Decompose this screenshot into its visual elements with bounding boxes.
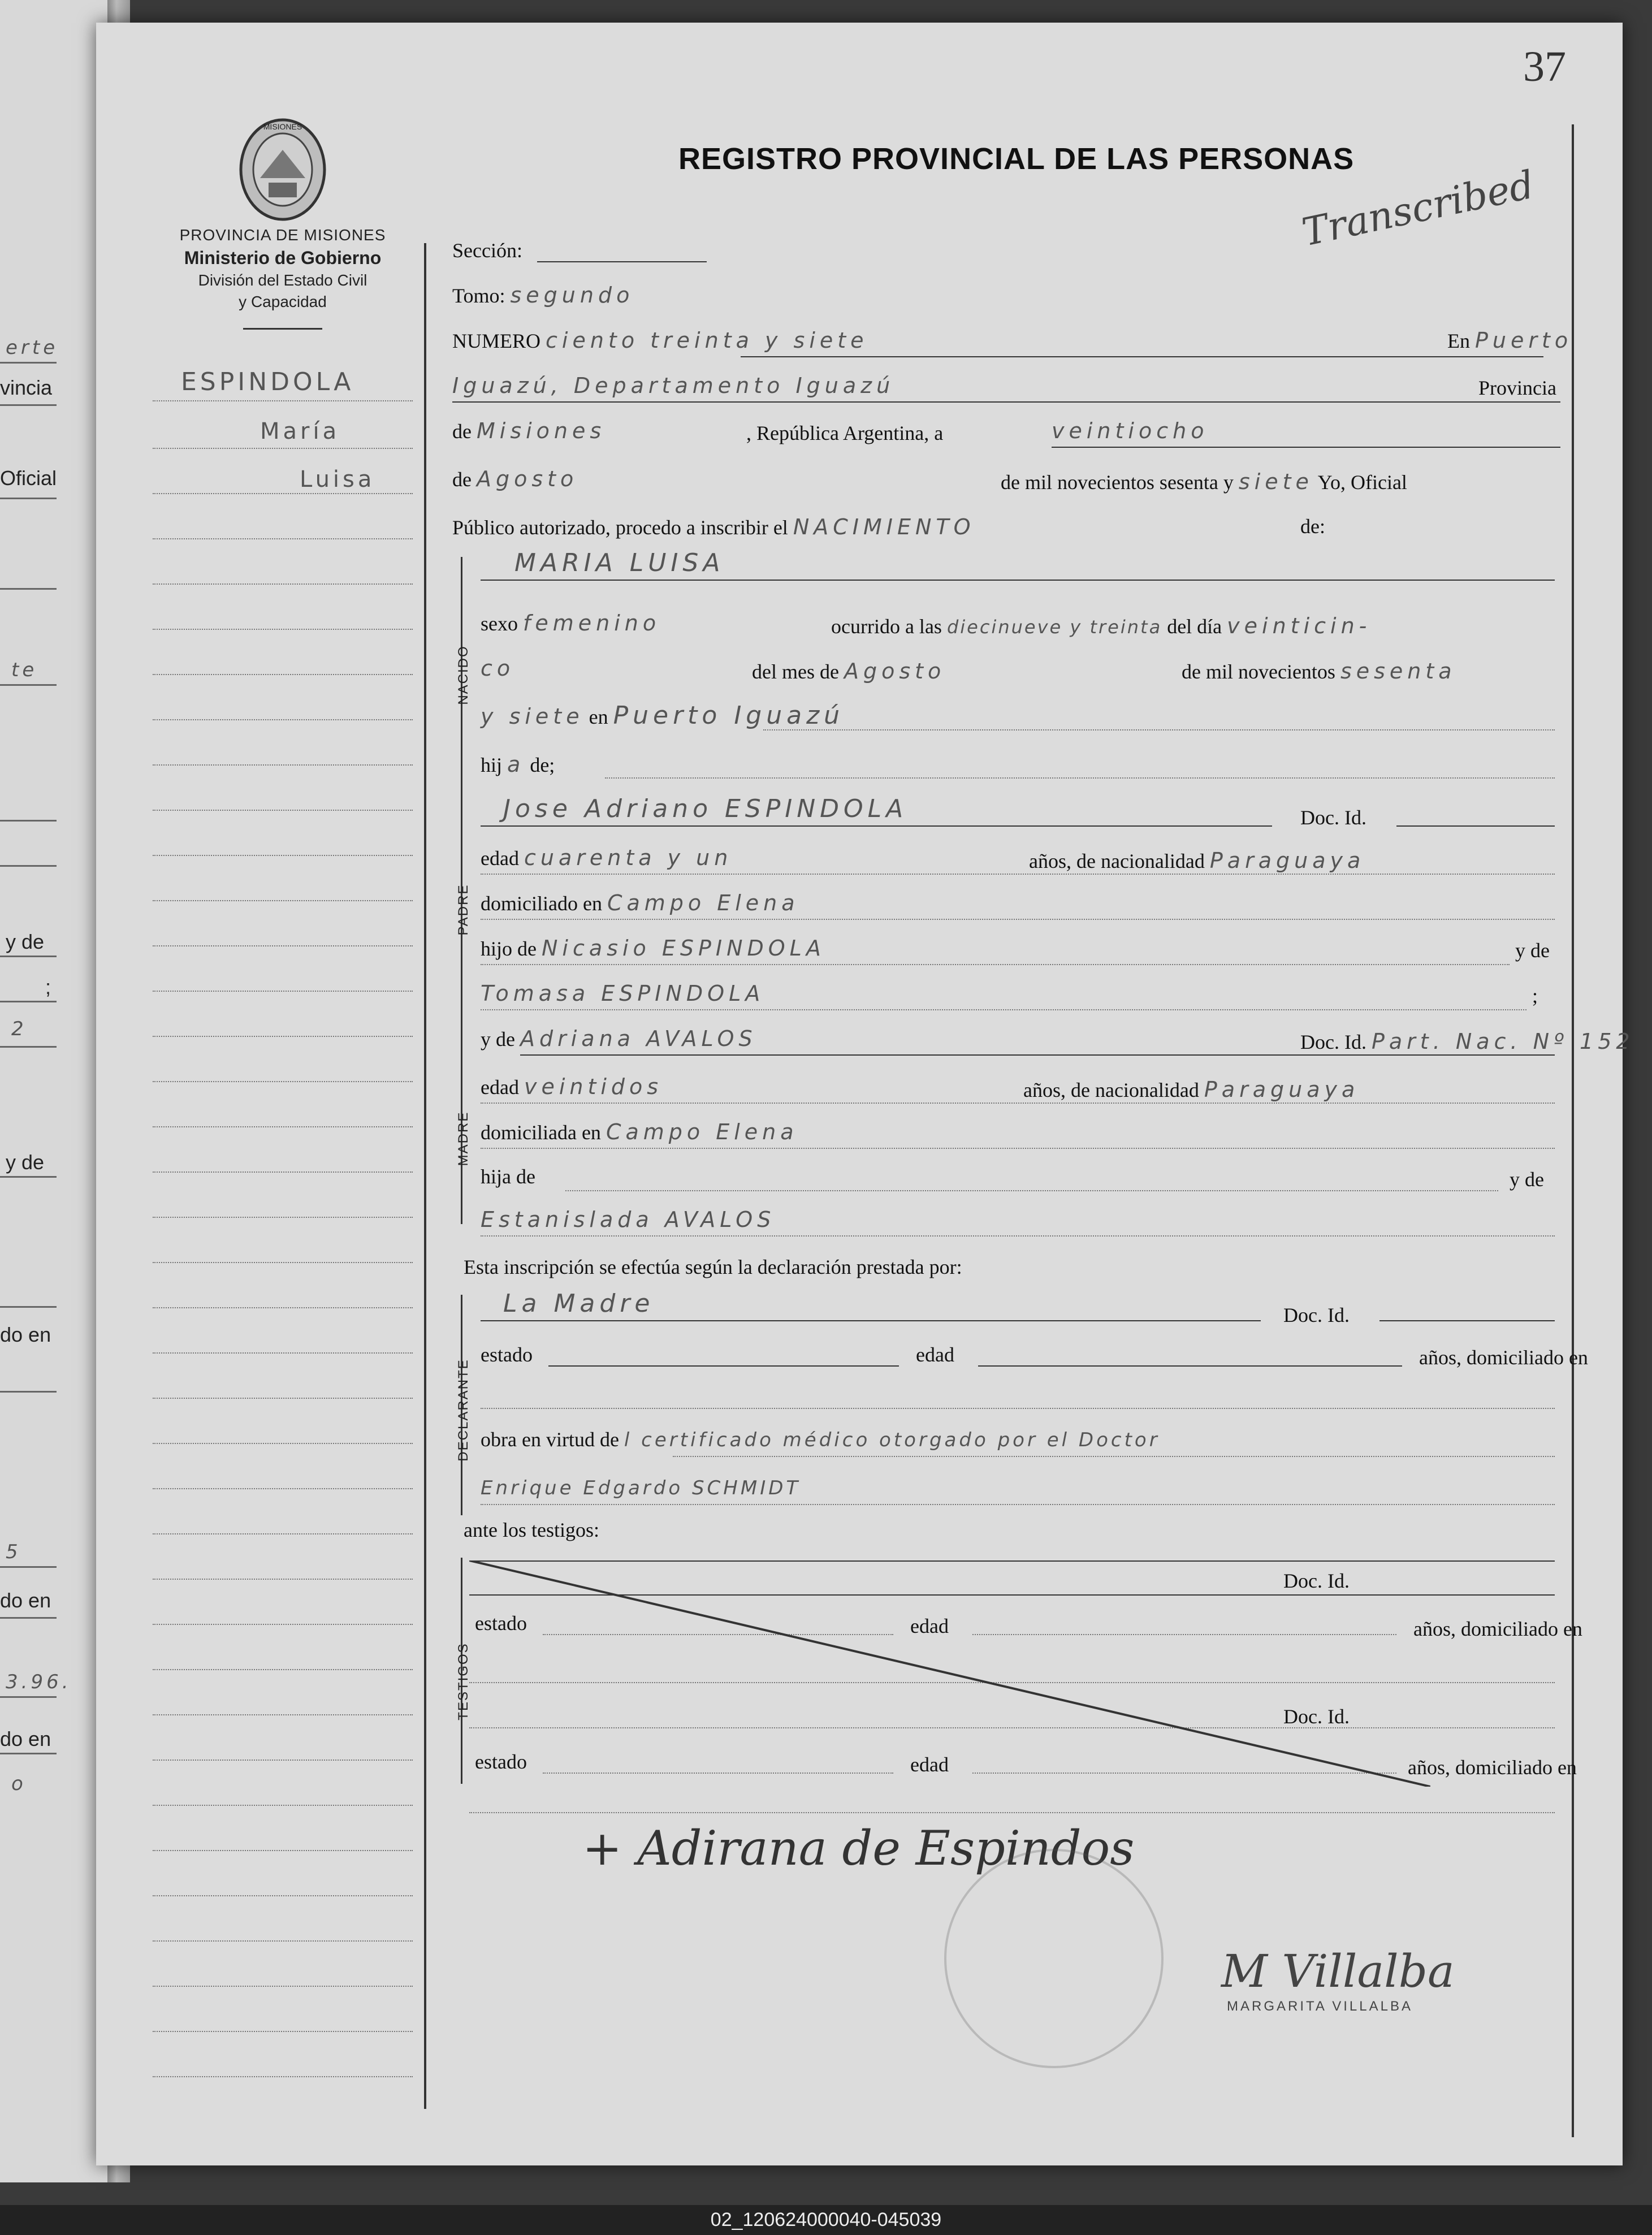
en-label: En — [1447, 330, 1470, 352]
sexo-row: sexo femenino — [481, 611, 661, 636]
testigo2-doc-label: Doc. Id. — [1283, 1705, 1350, 1728]
page-border-right — [1572, 124, 1574, 2137]
nacido-label: NACIDO — [456, 645, 471, 705]
republica-label: , República Argentina, a — [746, 422, 944, 444]
margin-name-1: María — [260, 418, 340, 444]
madre-domicilio-row: domiciliada en Campo Elena — [481, 1119, 798, 1144]
page-number: 37 — [1523, 43, 1566, 90]
declarante-doc-label: Doc. Id. — [1283, 1304, 1350, 1326]
provincia-label: Provincia — [1478, 377, 1556, 399]
official-round-stamp — [944, 1849, 1164, 2068]
madre-yde2: y de — [1510, 1168, 1544, 1191]
madre-nombre: Adriana AVALOS — [520, 1026, 757, 1051]
left-text: 2 — [11, 1018, 27, 1040]
anio-value: siete — [1238, 469, 1313, 494]
image-id-footer: 02_120624000040-045039 — [710, 2209, 942, 2230]
testigos-label: TESTIGOS — [456, 1642, 471, 1720]
numero-label: NUMERO — [452, 330, 541, 352]
provincia-value: Misiones — [476, 418, 606, 443]
org-line-3: División del Estado Civil — [198, 271, 367, 289]
madre-domicilio-value: Campo Elena — [606, 1119, 798, 1144]
svg-text:MISIONES: MISIONES — [263, 122, 302, 131]
anio-nacido-value-2: y siete — [481, 704, 584, 729]
padre-madre-value: Tomasa ESPINDOLA — [481, 981, 765, 1006]
provincial-seal-icon — [237, 116, 328, 223]
mil-label: de mil novecientos sesenta y — [1001, 471, 1234, 494]
padre-semicolon: ; — [1532, 984, 1538, 1007]
obra-value-1: l certificado médico otorgado por el Doctor — [624, 1429, 1160, 1451]
margin-name-2: Luisa — [300, 466, 375, 492]
left-page-fragment — [0, 0, 107, 2182]
official-signature: M Villalba — [1221, 1945, 1455, 1998]
org-line-2: Ministerio de Gobierno — [184, 248, 382, 268]
obra-value-2: Enrique Edgardo SCHMIDT — [481, 1477, 801, 1499]
testigo1-edad-label: edad — [910, 1615, 949, 1637]
fecha-row — [452, 466, 578, 491]
madre-madre-value: Estanislada AVALOS — [481, 1207, 776, 1232]
padre-label: PADRE — [456, 884, 471, 936]
provincia-row — [452, 418, 606, 443]
padre-padre-value: Nicasio ESPINDOLA — [541, 936, 825, 961]
anio-nacido-value-1: sesenta — [1340, 659, 1456, 684]
margin-surname: ESPINDOLA — [181, 368, 354, 396]
obra-row-2 — [481, 1476, 801, 1499]
seccion-row — [452, 237, 522, 262]
declarante-estado-label: estado — [481, 1343, 533, 1366]
madre-doc-row: Doc. Id. Part. Nac. Nº 152 — [1300, 1029, 1634, 1054]
padre-edad-value: cuarenta y un — [524, 845, 733, 870]
hij-value: a — [507, 752, 525, 777]
yo-label: Yo, Oficial — [1317, 471, 1407, 494]
padre-doc-label: Doc. Id. — [1300, 806, 1366, 829]
madre-label: MADRE — [456, 1111, 471, 1166]
margin-divider — [424, 243, 426, 2109]
de2-label: de — [452, 468, 472, 491]
left-text: ; — [45, 975, 51, 998]
mes-nacido-value: Agosto — [844, 659, 946, 684]
padre-hijo-row: hijo de Nicasio ESPINDOLA — [481, 936, 825, 961]
dia-value: veintiocho — [1052, 418, 1209, 443]
testigo2-edad-label: edad — [910, 1753, 949, 1776]
hora-value: diecinueve y treinta — [946, 616, 1162, 638]
declarante-nombre: La Madre — [503, 1289, 655, 1318]
declarante-intro: Esta inscripción se efectúa según la declaración prestada por: — [464, 1256, 962, 1278]
left-text: te — [11, 659, 38, 681]
madre-nac-row: años, de nacionalidad Paraguaya — [1023, 1077, 1360, 1102]
testigo1-doc-label: Doc. Id. — [1283, 1570, 1350, 1592]
testigos-intro: ante los testigos: — [464, 1519, 599, 1541]
anio-nacido-row: de mil novecientos sesenta — [1182, 659, 1456, 684]
testigo1-estado-label: estado — [475, 1612, 527, 1635]
nacido-nombre: MARIA LUISA — [514, 548, 725, 577]
madre-edad-value: veintidos — [524, 1074, 663, 1099]
dia-nacido-2: co — [481, 656, 515, 681]
left-text: 3.96. — [6, 1671, 72, 1693]
org-line-1: PROVINCIA DE MISIONES — [179, 226, 386, 244]
acto-value: NACIMIENTO — [793, 515, 975, 539]
declarante-edad-label: edad — [916, 1343, 954, 1366]
numero-value: ciento treinta y siete — [546, 328, 868, 353]
padre-nac-value: Paraguaya — [1209, 848, 1365, 873]
madre-doc-value: Part. Nac. Nº 152 — [1371, 1029, 1634, 1054]
madre-edad-row: edad veintidos — [481, 1074, 663, 1099]
publico-label: Público autorizado, procedo a inscribir el — [452, 516, 788, 539]
de-label: de — [452, 420, 472, 443]
left-text: y de — [6, 1151, 45, 1174]
mes-value: Agosto — [476, 466, 578, 491]
madre-madre-row — [481, 1207, 775, 1232]
official-name: MARGARITA VILLALBA — [1227, 1999, 1413, 2014]
tomo-row — [452, 283, 634, 308]
register-page — [96, 23, 1634, 2165]
tomo-label: Tomo: — [452, 284, 505, 307]
seccion-label: Sección: — [452, 239, 522, 262]
page-title: REGISTRO PROVINCIAL DE LAS PERSONAS — [678, 142, 1355, 176]
declarante-label: DECLARANTE — [456, 1359, 471, 1462]
obra-row: obra en virtud de l certificado médico otorgado por el Doctor — [481, 1428, 1160, 1451]
sexo-value: femenino — [523, 611, 661, 636]
declarante-signature: + Adirana de Espindos — [582, 1821, 1135, 1876]
cancel-diagonal-line — [469, 1560, 1430, 1787]
padre-edad-row: edad cuarenta y un — [481, 845, 733, 870]
dia-nacido-1: veinticin- — [1227, 613, 1372, 638]
org-line-4: y Capacidad — [239, 293, 327, 310]
transcribed-annotation: Transcribed — [1298, 162, 1538, 256]
left-text: do en — [0, 1323, 51, 1346]
left-text: Oficial — [0, 466, 57, 490]
madre-nombre-row: y de Adriana AVALOS — [481, 1026, 757, 1051]
left-text: do en — [0, 1727, 51, 1750]
lugar-nacido-row: y siete en Puerto Iguazú — [481, 701, 845, 730]
testigo2-anios-label: años, domiciliado en — [1408, 1756, 1577, 1779]
hij-row: hij a de; — [481, 752, 555, 777]
left-text: vincia — [0, 376, 53, 399]
declarante-anios-label: años, domiciliado en — [1419, 1346, 1588, 1369]
padre-nombre: Jose Adriano ESPINDOLA — [503, 794, 908, 823]
publico-row — [452, 515, 975, 539]
testigo1-anios-label: años, domiciliado en — [1413, 1618, 1582, 1640]
en-value-1: Puerto — [1475, 328, 1573, 353]
left-text: do en — [0, 1589, 51, 1612]
padre-domicilio-row: domiciliado en Campo Elena — [481, 890, 799, 915]
left-text: y de — [6, 930, 45, 953]
padre-yde: y de — [1515, 939, 1550, 962]
left-text: 5 — [6, 1541, 21, 1563]
madre-hija-label: hija de — [481, 1165, 535, 1188]
left-text: o — [11, 1773, 27, 1795]
madre-nac-value: Paraguaya — [1204, 1077, 1360, 1102]
numero-row — [452, 328, 868, 353]
padre-domicilio-value: Campo Elena — [607, 890, 799, 915]
padre-nac-row: años, de nacionalidad Paraguaya — [1029, 848, 1365, 873]
en-value-2: Iguazú, Departamento Iguazú — [452, 373, 895, 398]
padre-madre-row — [481, 981, 764, 1006]
testigo2-estado-label: estado — [475, 1750, 527, 1773]
tomo-value: segundo — [510, 283, 634, 308]
left-text: erte — [6, 336, 59, 359]
anio-row — [1001, 469, 1407, 494]
mes-nacido-row: del mes de Agosto — [752, 659, 946, 684]
de3-label: de: — [1300, 515, 1325, 538]
lugar-nacido-value: Puerto Iguazú — [613, 701, 845, 730]
en-row — [1447, 328, 1572, 353]
hora-row: ocurrido a las diecinueve y treinta del día veinticin- — [831, 613, 1372, 638]
lugar-row — [452, 373, 894, 398]
